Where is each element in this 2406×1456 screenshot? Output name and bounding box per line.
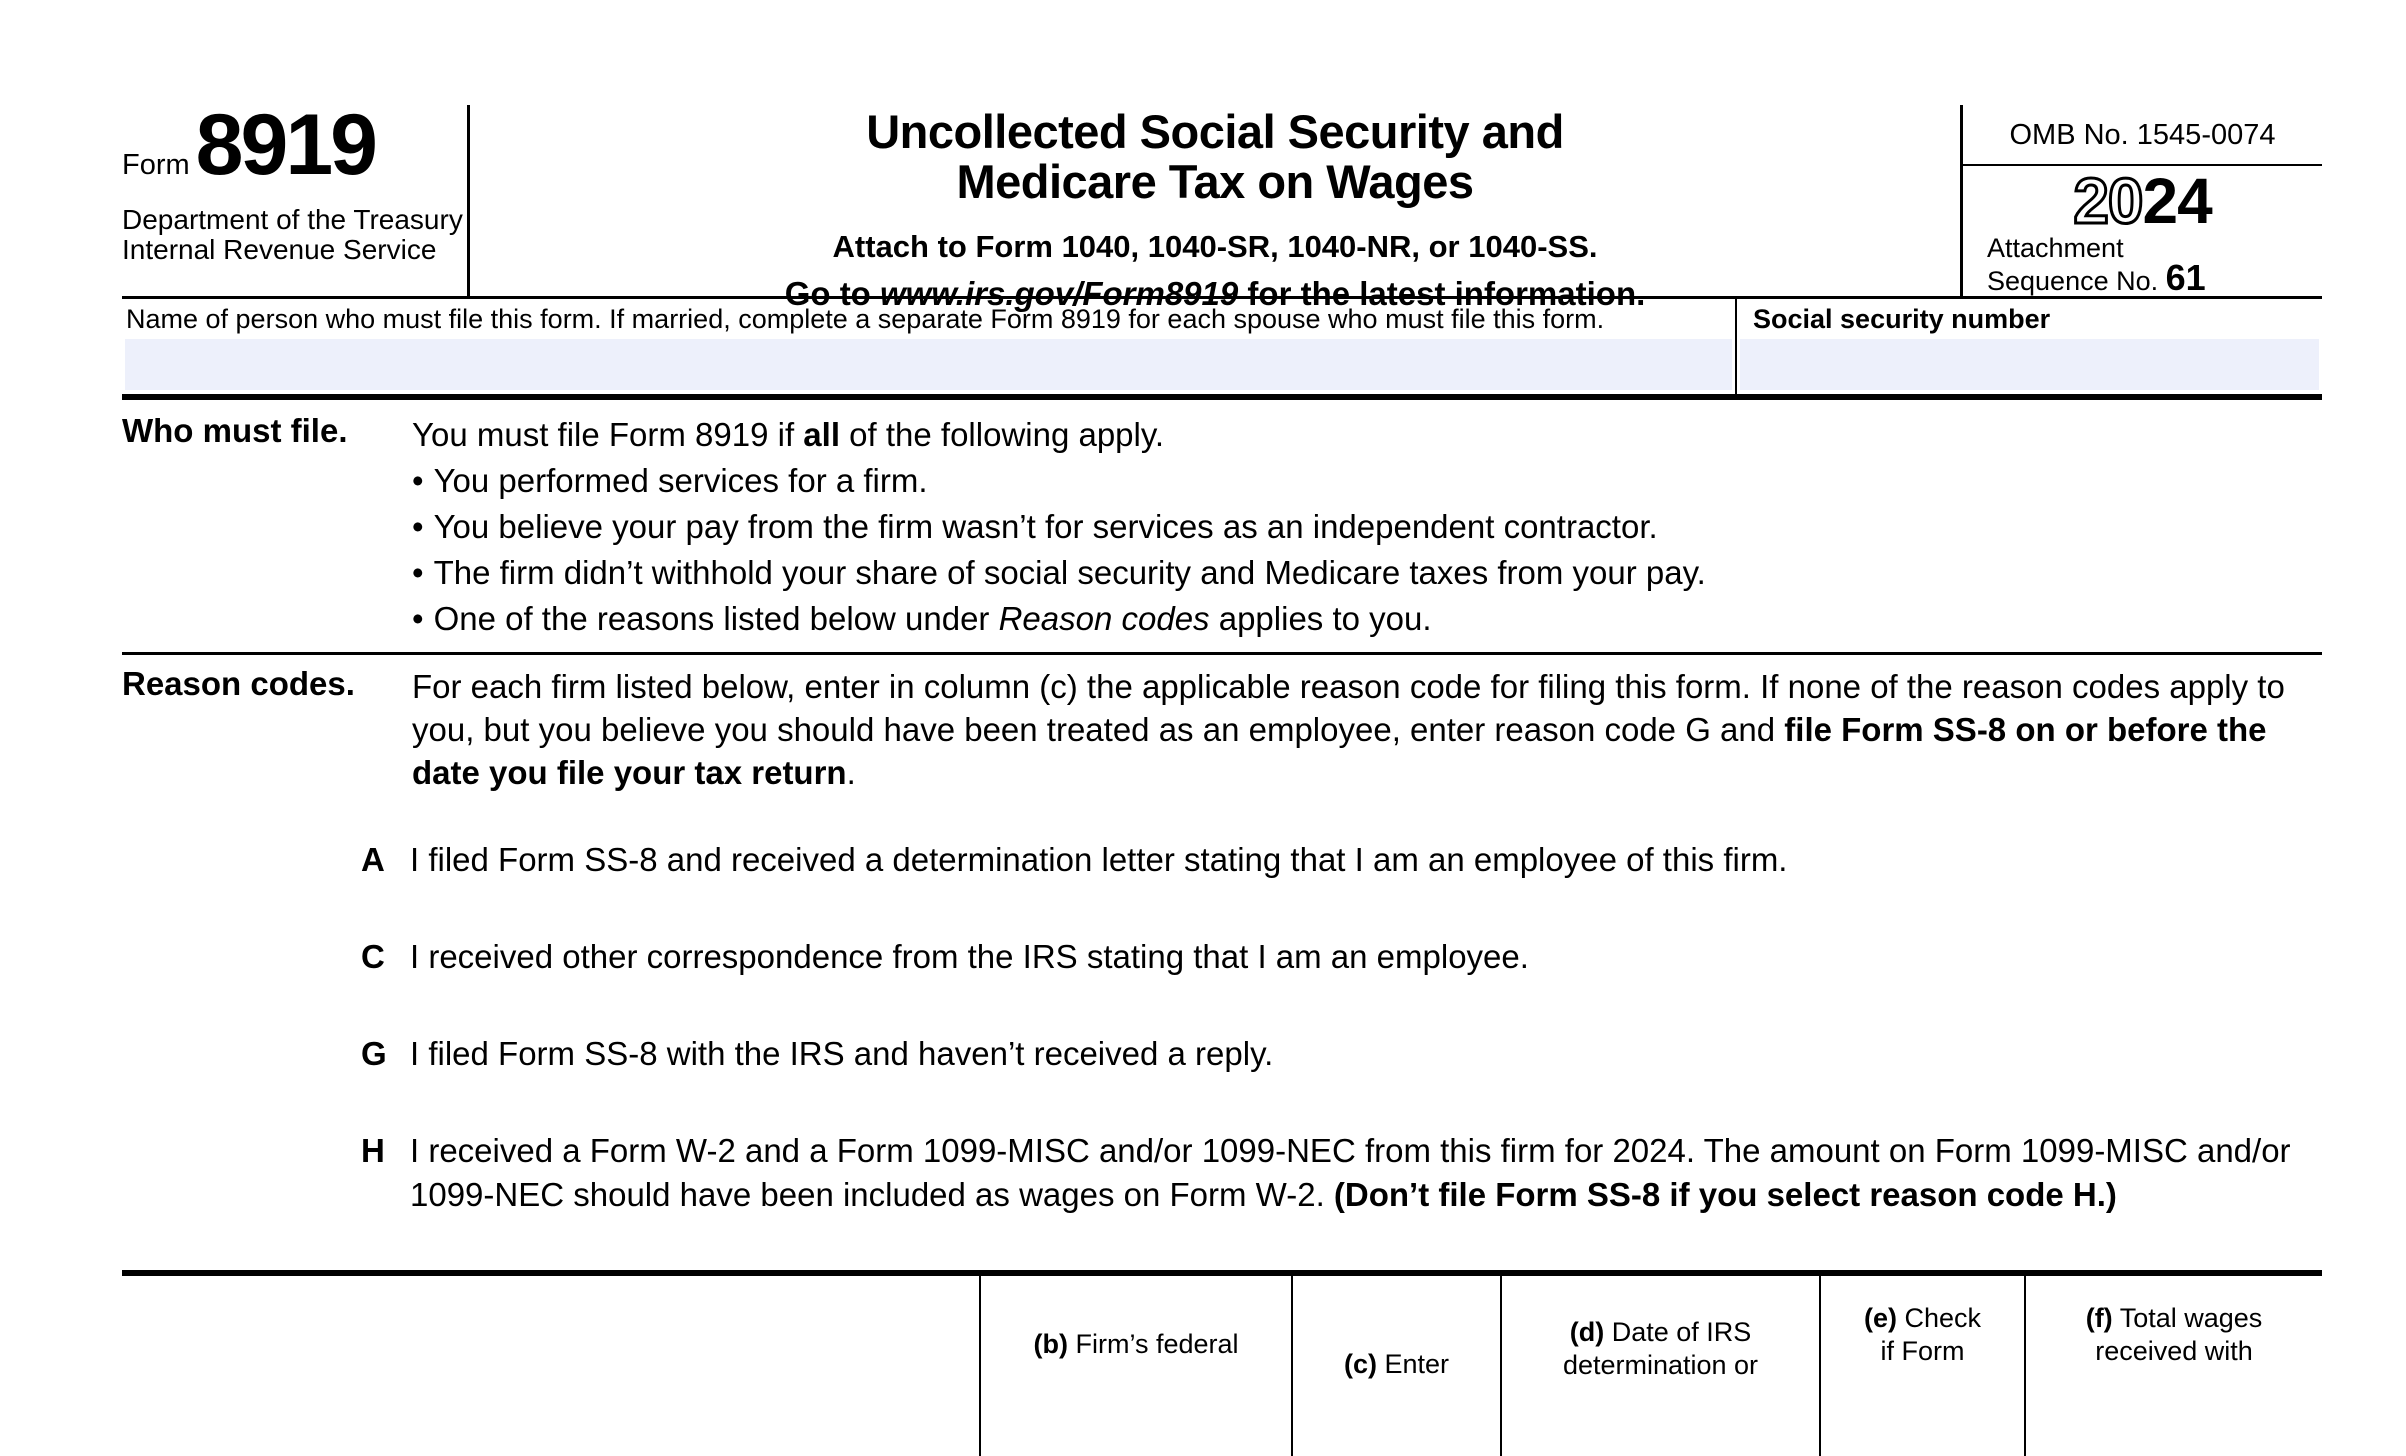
agency-line-1: Department of the Treasury [122, 204, 463, 235]
column-header-b-line1 [981, 1328, 1291, 1361]
form-word: Form [122, 149, 190, 181]
sequence-line [1987, 257, 2322, 298]
goto-suffix: for the latest information. [1238, 275, 1646, 312]
reason-code-text-a [410, 838, 2322, 882]
reason-code-text-a-main: I filed Form SS-8 and received a determination letter stating that I am an employee of this firm. [410, 841, 1788, 878]
name-input[interactable] [125, 339, 1732, 390]
column-text-b: Firm’s federal [1067, 1329, 1239, 1359]
column-header-d-line1 [1502, 1316, 1819, 1349]
column-tag-f: (f) [2085, 1303, 2113, 1333]
who-intro [412, 412, 2322, 458]
column-tag-b: (b) [1033, 1329, 1068, 1359]
reason-code-letter-c: C [361, 938, 385, 975]
bullet-text-2: You believe your pay from the firm wasn’t for services as an independent contractor. [433, 508, 1658, 545]
goto-prefix: Go to [784, 275, 881, 312]
omb-year-block [1960, 105, 2322, 296]
reason-code-text-c-main: I received other correspondence from the IRS stating that I am an employee. [410, 938, 1529, 975]
reason-code-row-h [122, 1129, 2322, 1217]
reason-code-text-h [410, 1129, 2322, 1217]
column-header-f-line1 [2026, 1302, 2322, 1335]
ssn-cell [1735, 299, 2322, 394]
reason-code-row-a [122, 838, 2322, 882]
column-header-f [2024, 1276, 2322, 1456]
form-id-block [122, 97, 470, 296]
page-title [470, 107, 1960, 207]
reason-para-prefix: For each firm listed below, enter in column (c) the applicable reason code for filing this form. If none of the reason codes apply to you, but you believe you should have been treated as an employee, enter reason code G and [412, 668, 2285, 748]
bullet-text-3: The firm didn’t withhold your share of social security and Medicare taxes from your pay. [433, 554, 1706, 591]
reason-codes-section [122, 665, 2322, 794]
bullet-icon: • [412, 508, 424, 545]
reason-code-list [122, 838, 2322, 1217]
column-tag-c: (c) [1343, 1349, 1377, 1379]
reason-code-letter-h: H [361, 1132, 385, 1169]
firms-table-header [122, 1276, 2322, 1456]
column-text-e: Check [1896, 1303, 1982, 1333]
bullet-item-1 [412, 458, 2322, 504]
column-text-c: Enter [1376, 1349, 1450, 1379]
bullet-item-2 [412, 504, 2322, 550]
agency-block [122, 205, 467, 265]
bullet-item-3 [412, 550, 2322, 596]
column-header-e-line2: if Form [1880, 1336, 1965, 1366]
name-cell [122, 299, 1735, 394]
form-header [122, 97, 2322, 312]
column-text-f: Total wages [2112, 1303, 2263, 1333]
title-block [470, 105, 1960, 312]
who-intro-prefix: You must file Form 8919 if [412, 416, 804, 453]
column-header-f-line2: received with [2095, 1336, 2253, 1366]
reason-code-letter-g: G [361, 1035, 387, 1072]
reason-para-bold: file Form SS-8 on or before the date you file your tax return [412, 711, 2267, 791]
column-tag-e: (e) [1863, 1303, 1897, 1333]
attach-instruction: Attach to Form 1040, 1040-SR, 1040-NR, or 1040-SS. [832, 229, 1598, 264]
form-content [122, 0, 2322, 1456]
reason-code-text-g-main: I filed Form SS-8 with the IRS and haven’t received a reply. [410, 1035, 1274, 1072]
title-line-2: Medicare Tax on Wages [956, 155, 1474, 208]
column-header-b [979, 1276, 1291, 1456]
column-header-d [1500, 1276, 1819, 1456]
column-header-e-line1 [1821, 1302, 2024, 1335]
column-header-d-line2: determination or [1562, 1350, 1759, 1380]
reason-code-text-c [410, 935, 2322, 979]
irs-url-link[interactable]: www.irs.gov/Form8919 [880, 275, 1239, 312]
who-must-file-body [412, 412, 2322, 642]
tax-year [1963, 165, 2322, 237]
name-label: Name of person who must file this form. If married, complete a separate Form 8919 for each spouse who must file this form. [126, 304, 1605, 334]
bullet-icon: • [412, 600, 424, 637]
identity-row [122, 296, 2322, 394]
identity-bottom-rule [122, 394, 2322, 400]
sequence-label: Sequence No. [1987, 266, 2166, 296]
section-divider-rule [122, 652, 2322, 655]
ssn-label: Social security number [1753, 304, 2051, 334]
attachment-sequence [1963, 234, 2322, 296]
column-header-a [122, 1276, 979, 1456]
bullet-item-4 [412, 596, 2322, 642]
who-must-file-label: Who must file. [122, 412, 348, 449]
form-id [122, 97, 467, 193]
reason-code-row-g [122, 1032, 2322, 1076]
bullet-icon: • [412, 462, 424, 499]
ssn-input[interactable] [1740, 339, 2319, 390]
reason-code-letter-a: A [361, 841, 385, 878]
tax-year-solid-digits: 24 [2142, 165, 2212, 237]
sequence-number: 61 [2165, 257, 2206, 298]
reason-para-suffix: . [846, 754, 856, 791]
omb-number: OMB No. 1545-0074 [1963, 105, 2322, 166]
reason-codes-paragraph [412, 665, 2322, 794]
column-header-e [1819, 1276, 2024, 1456]
bullet-text-4-suffix: applies to you. [1209, 600, 1432, 637]
title-line-1: Uncollected Social Security and [866, 105, 1564, 158]
tax-year-outline-digits: 20 [2073, 165, 2143, 237]
column-header-c-line1 [1293, 1348, 1500, 1381]
reason-code-text-g [410, 1032, 2322, 1076]
bullet-text-4-italic: Reason codes [998, 600, 1210, 637]
reason-code-text-h-bold: (Don’t file Form SS-8 if you select reason code H.) [1333, 1176, 2117, 1213]
column-text-d: Date of IRS [1604, 1317, 1752, 1347]
reason-code-row-c [122, 935, 2322, 979]
who-intro-bold: all [803, 416, 840, 453]
bullet-icon: • [412, 554, 424, 591]
bullet-text-1: You performed services for a firm. [433, 462, 928, 499]
form-number: 8919 [195, 97, 375, 193]
who-must-file-section [122, 412, 2322, 642]
attachment-label: Attachment [1987, 233, 2124, 263]
column-tag-d: (d) [1569, 1317, 1605, 1347]
bullet-text-4-prefix: One of the reasons listed below under [433, 600, 999, 637]
reason-code-text-h-main: I received a Form W-2 and a Form 1099-MISC and/or 1099-NEC from this firm for 2024. The amount on Form 1099-MISC and/or 1099-NEC should have been included as wages on Form W-2. [410, 1132, 2291, 1213]
reason-codes-label: Reason codes. [122, 665, 355, 702]
agency-line-2: Internal Revenue Service [122, 234, 437, 265]
column-header-c [1291, 1276, 1500, 1456]
who-intro-suffix: of the following apply. [840, 416, 1165, 453]
